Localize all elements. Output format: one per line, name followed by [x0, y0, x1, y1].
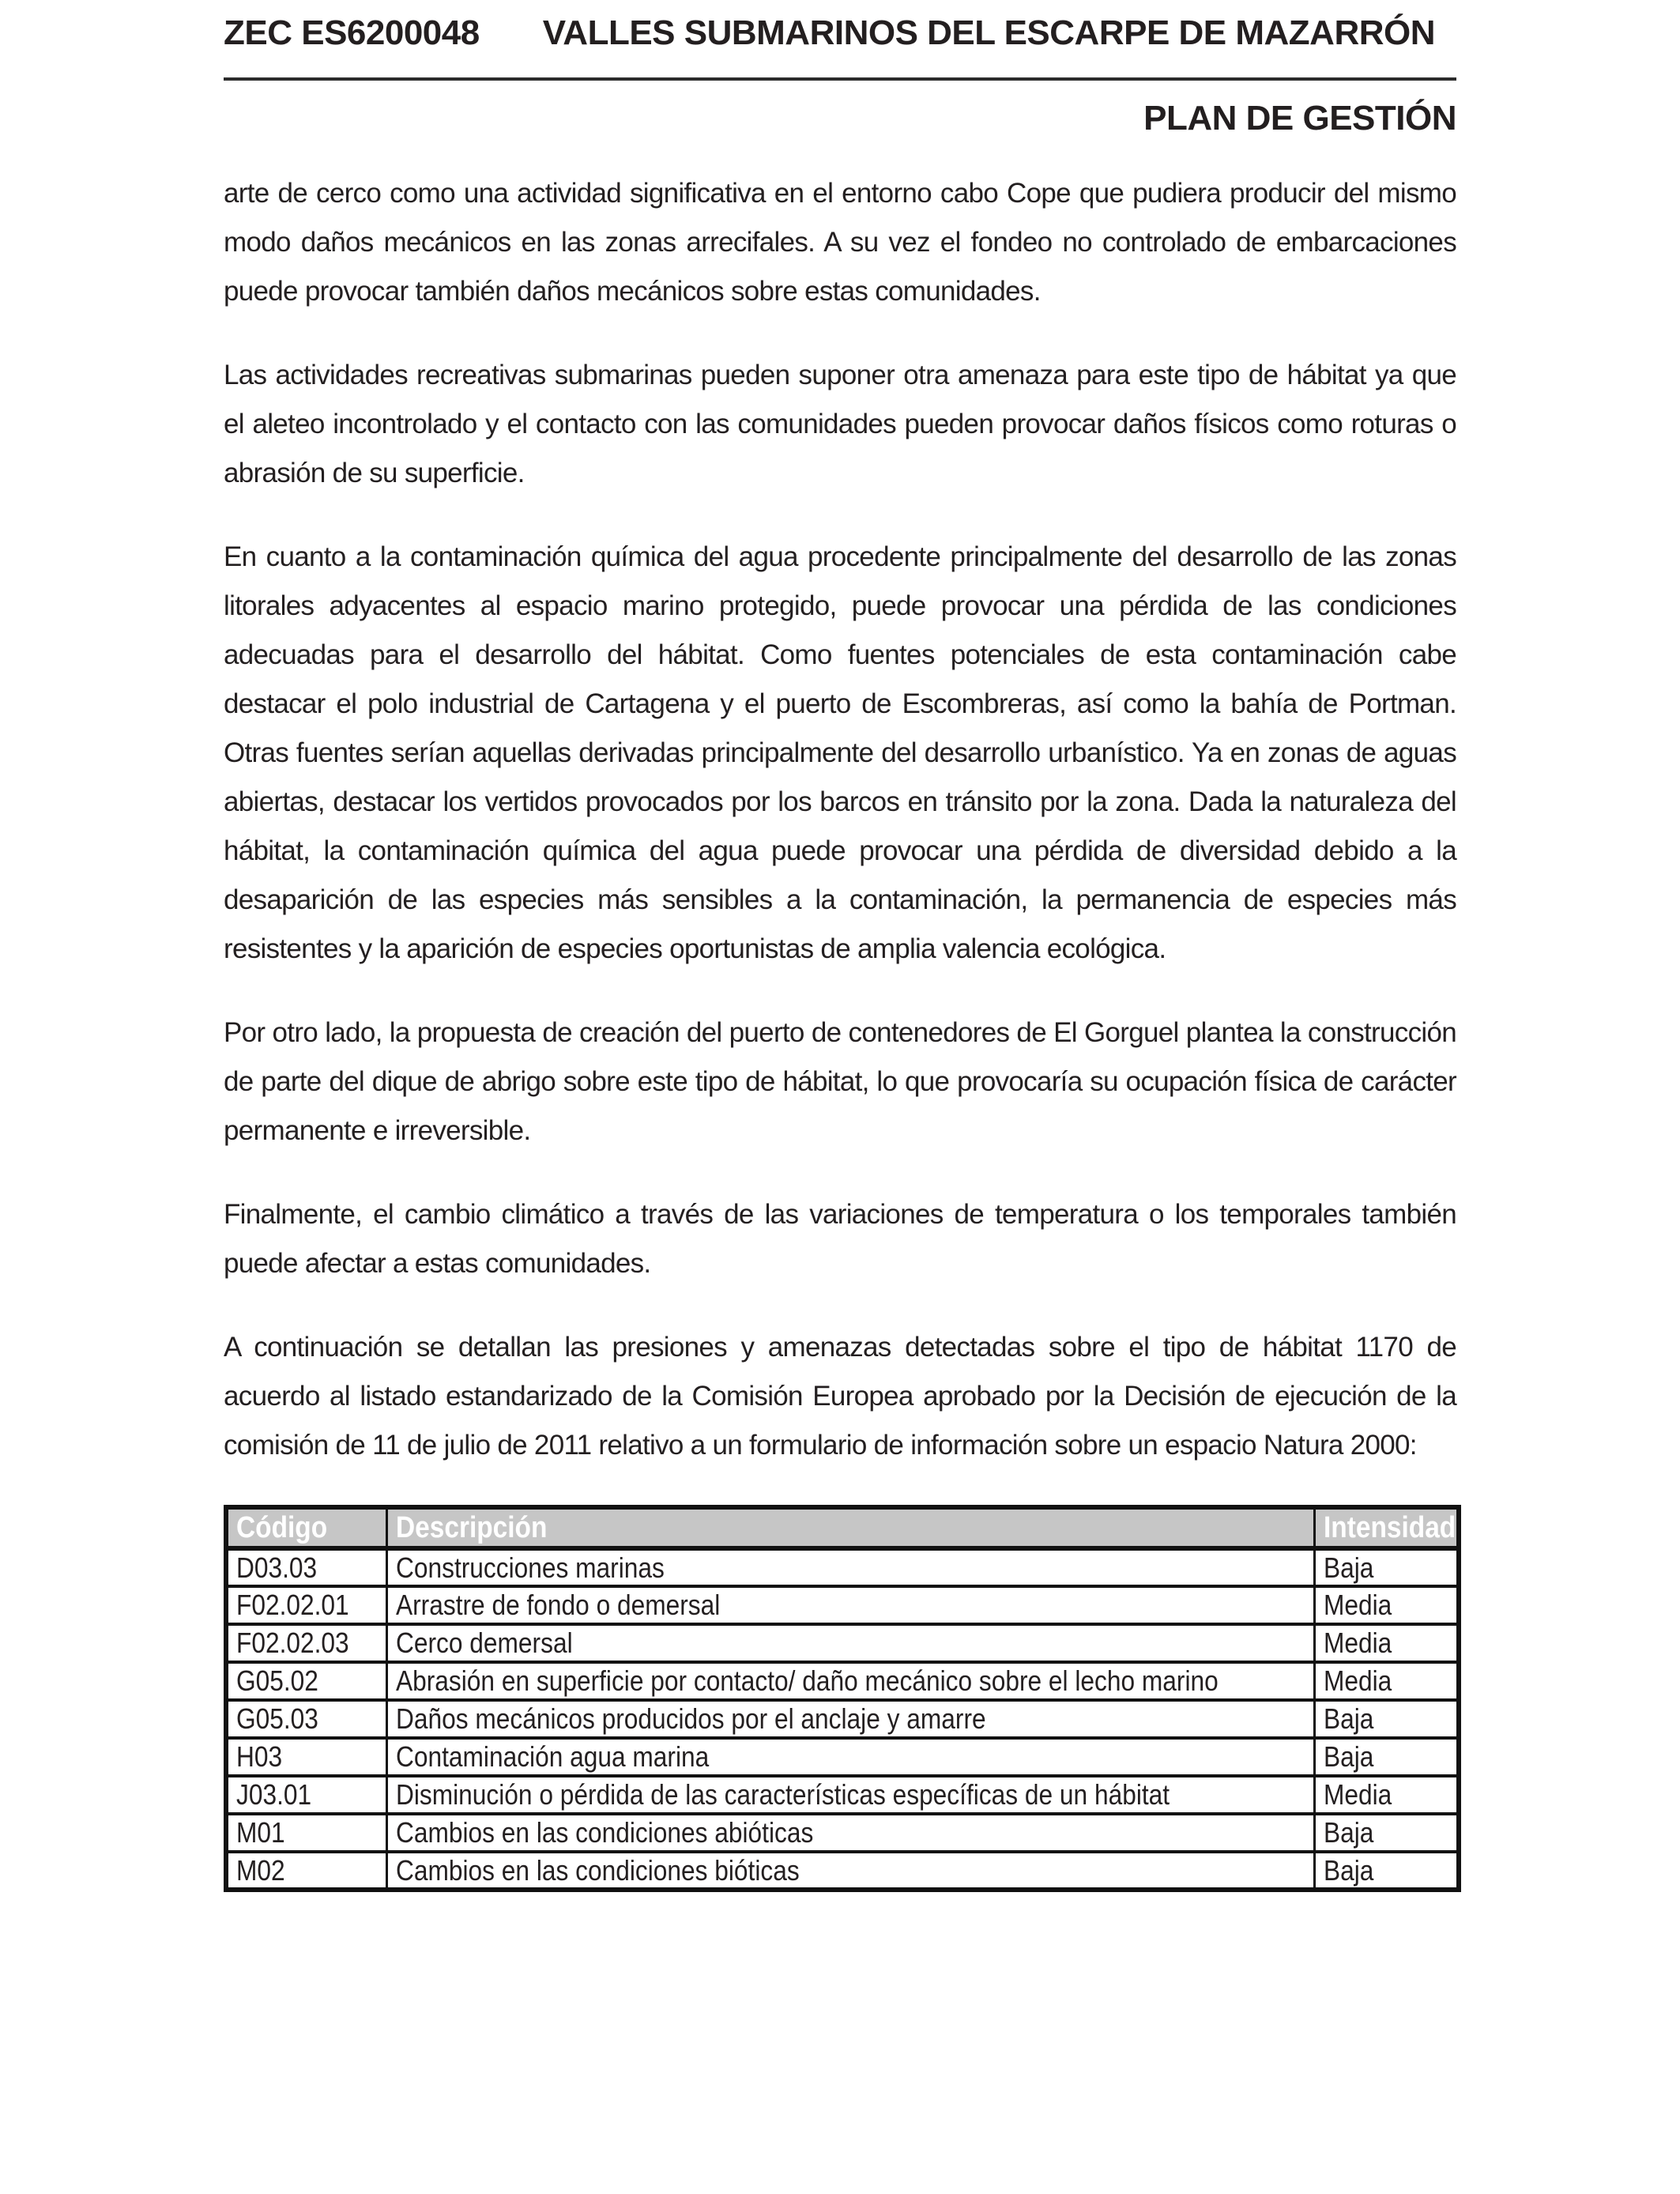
doc-subtitle: PLAN DE GESTIÓN [1143, 99, 1456, 138]
paragraph: arte de cerco como una actividad significativa en el entorno cabo Cope que pudiera producir del mismo modo daños mecánicos en las zonas arrecifales. A su vez el fondeo no controlado de embarcaciones puede provocar también daños mecánicos sobre estas comunidades. [224, 178, 1456, 307]
table-row [226, 1624, 1459, 1662]
paragraph: En cuanto a la contaminación química del agua procedente principalmente del desarrollo de las zonas litorales adyacentes al espacio marino protegido, puede provocar una pérdida de las condiciones adecuadas para el desarrollo del hábitat. Como fuentes potenciales de esta contaminación cabe destacar el polo industrial de Cartagena y el puerto de Escombreras, así como la bahía de Portman. Otras fuentes serían aquellas derivadas principalmente del desarrollo urbanístico. Ya en zonas de aguas abiertas, destacar los vertidos provocados por los barcos en tránsito por la zona. Dada la naturaleza del hábitat, la contaminación química del agua puede provocar una pérdida de diversidad debido a la desaparición de las especies más sensibles a la contaminación, la permanencia de especies más resistentes y la aparición de especies oportunistas de amplia valencia ecológica. [224, 541, 1456, 964]
column-header-intensidad: Intensidad [1314, 1507, 1459, 1548]
table-row [226, 1700, 1459, 1738]
table-row [226, 1586, 1459, 1624]
table-row [226, 1662, 1459, 1700]
doc-code: ZEC ES6200048 [224, 13, 480, 52]
intensity-cell: Media [1314, 1586, 1459, 1624]
description-cell: Contaminación agua marina [386, 1738, 1314, 1776]
description-cell: Cambios en las condiciones bióticas [386, 1852, 1314, 1890]
description-cell: Cerco demersal [386, 1624, 1314, 1662]
table-row [226, 1814, 1459, 1852]
code-cell: H03 [226, 1738, 386, 1776]
code-cell: F02.02.03 [226, 1624, 386, 1662]
intensity-cell: Baja [1314, 1700, 1459, 1738]
column-header-codigo: Código [226, 1507, 386, 1548]
intensity-cell: Baja [1314, 1852, 1459, 1890]
code-cell: G05.03 [226, 1700, 386, 1738]
description-cell: Construcciones marinas [386, 1548, 1314, 1586]
doc-title: VALLES SUBMARINOS DEL ESCARPE DE MAZARRÓN [542, 13, 1435, 52]
table-row [226, 1738, 1459, 1776]
code-cell: D03.03 [226, 1548, 386, 1586]
code-cell: F02.02.01 [226, 1586, 386, 1624]
paragraph: Finalmente, el cambio climático a través de las variaciones de temperatura o los temporales también puede afectar a estas comunidades. [224, 1199, 1456, 1279]
intensity-cell: Media [1314, 1662, 1459, 1700]
paragraph: Por otro lado, la propuesta de creación del puerto de contenedores de El Gorguel plantea la construcción de parte del dique de abrigo sobre este tipo de hábitat, lo que provocaría su ocupación física de carácter permanente e irreversible. [224, 1017, 1456, 1146]
intensity-cell: Baja [1314, 1738, 1459, 1776]
pressures-table [224, 1505, 1461, 1892]
table-row [226, 1548, 1459, 1586]
description-cell: Arrastre de fondo o demersal [386, 1586, 1314, 1624]
intensity-cell: Baja [1314, 1548, 1459, 1586]
table-row [226, 1776, 1459, 1814]
intensity-cell: Media [1314, 1624, 1459, 1662]
column-header-descripcion: Descripción [386, 1507, 1314, 1548]
description-cell: Daños mecánicos producidos por el anclaje y amarre [386, 1700, 1314, 1738]
intensity-cell: Media [1314, 1776, 1459, 1814]
doc-header [224, 11, 1456, 141]
description-cell: Cambios en las condiciones abióticas [386, 1814, 1314, 1852]
paragraph: A continuación se detallan las presiones y amenazas detectadas sobre el tipo de hábitat 1170 de acuerdo al listado estandarizado de la Comisión Europea aprobado por la Decisión de ejecución de la comisión de 11 de julio de 2011 relativo a un formulario de información sobre un espacio Natura 2000: [224, 1332, 1456, 1461]
description-cell: Abrasión en superficie por contacto/ daño mecánico sobre el lecho marino [386, 1662, 1314, 1700]
document-body [224, 169, 1456, 1892]
table-header-row [226, 1507, 1459, 1548]
code-cell: M01 [226, 1814, 386, 1852]
doc-title-line [224, 11, 1456, 55]
header-rule [224, 77, 1456, 81]
paragraph: Las actividades recreativas submarinas pueden suponer otra amenaza para este tipo de hábitat ya que el aleteo incontrolado y el contacto con las comunidades pueden provocar daños físicos como roturas o abrasión de su superficie. [224, 360, 1456, 488]
code-cell: J03.01 [226, 1776, 386, 1814]
code-cell: M02 [226, 1852, 386, 1890]
description-cell: Disminución o pérdida de las características específicas de un hábitat [386, 1776, 1314, 1814]
code-cell: G05.02 [226, 1662, 386, 1700]
table-row [226, 1852, 1459, 1890]
intensity-cell: Baja [1314, 1814, 1459, 1852]
